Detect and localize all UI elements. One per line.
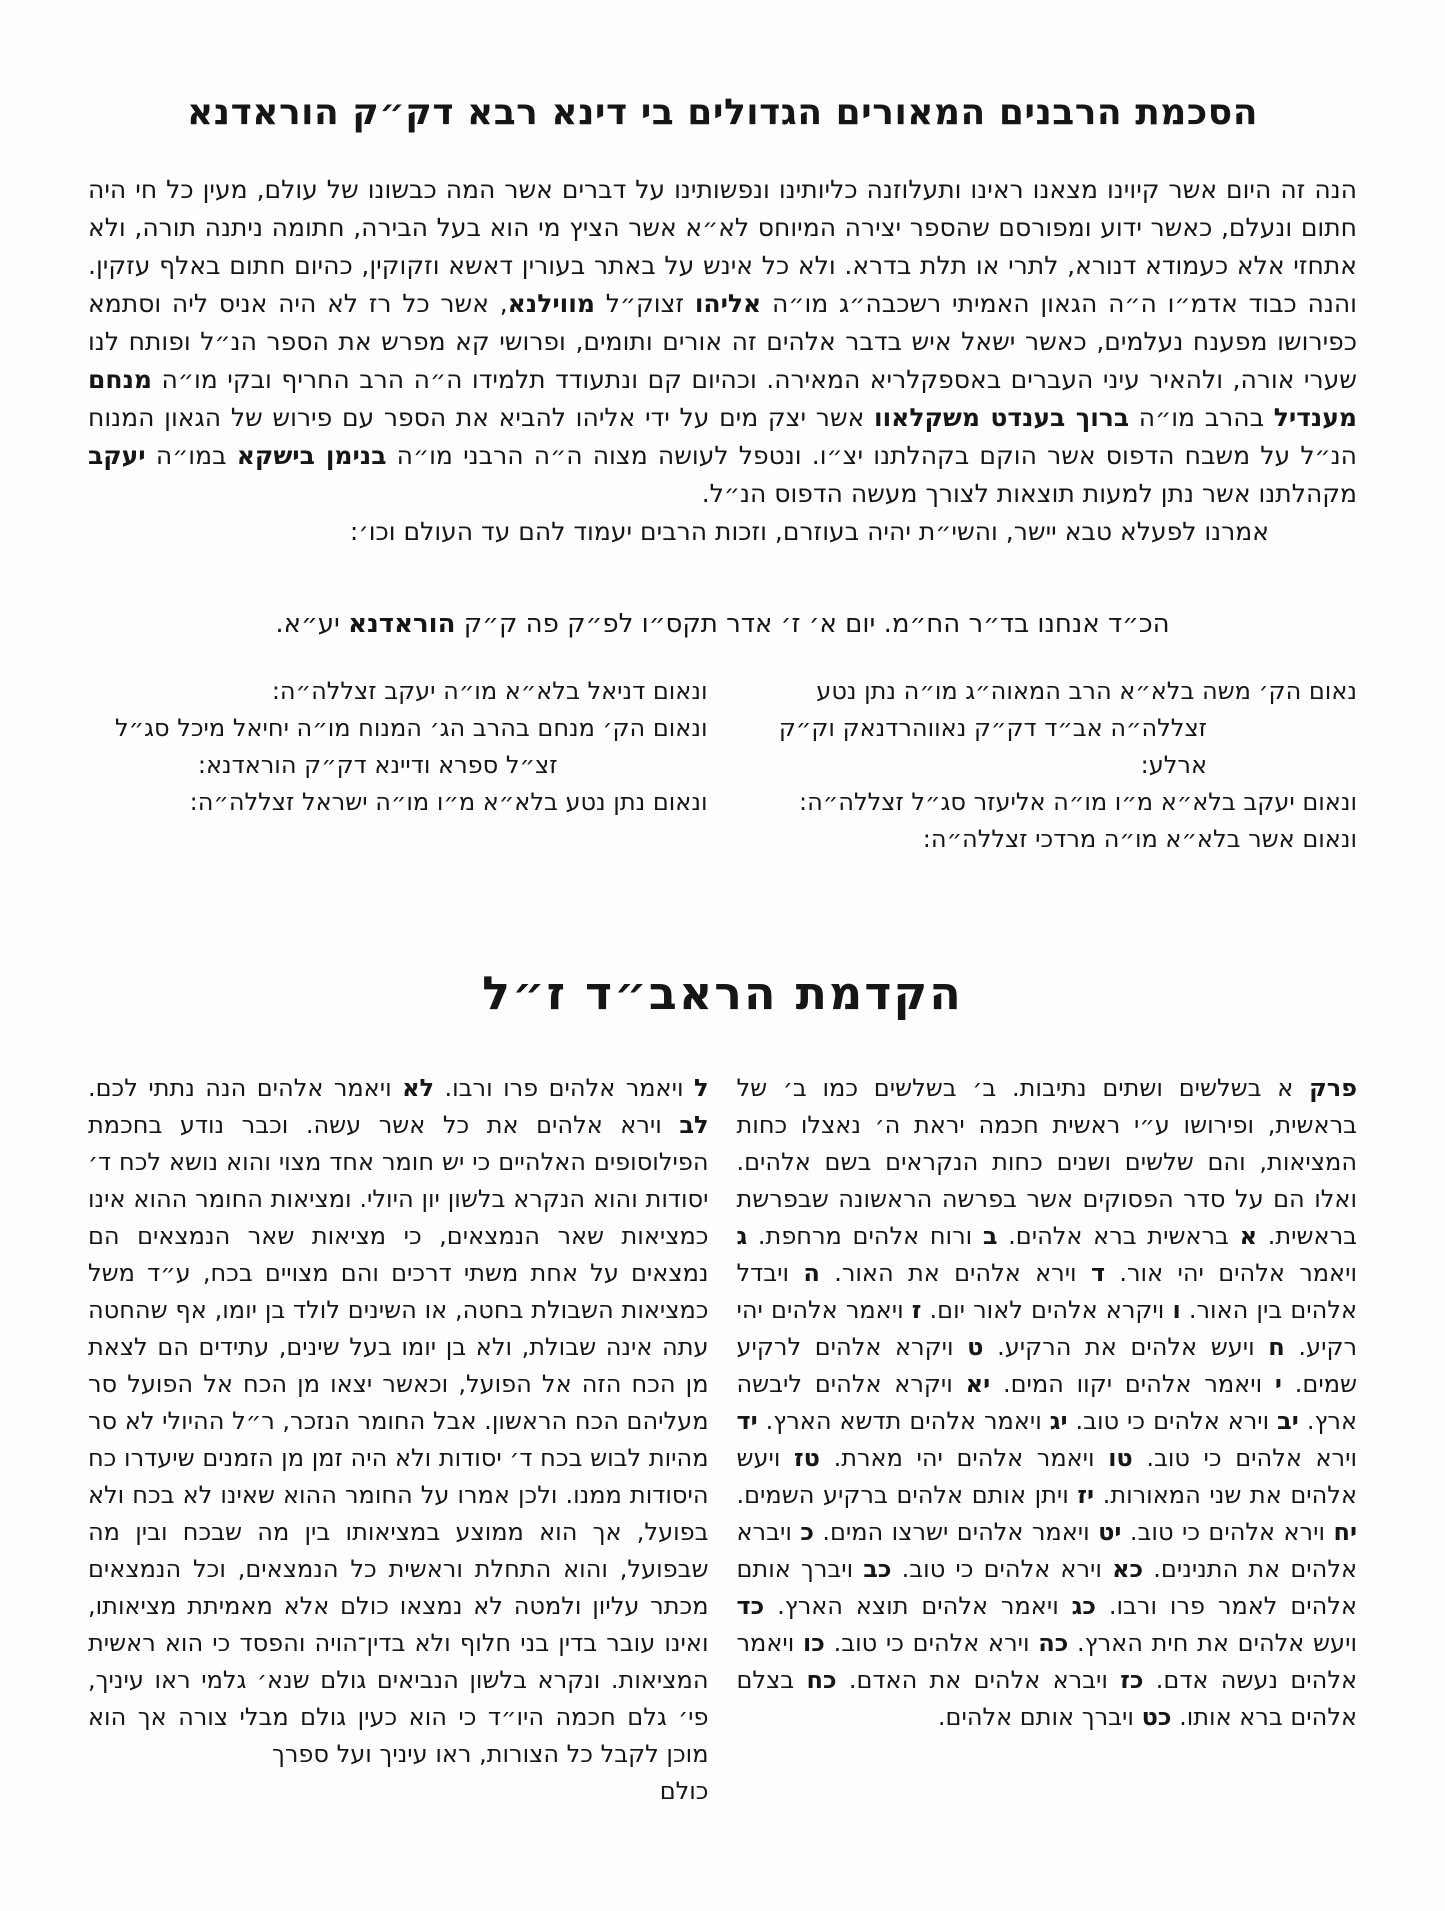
text-segment: אשר יצק מים על ידי אליהו להביא את הספר עם פירוש של הגאון המנוח הנ״ל על משבח הדפוס אשר הוקם בקהלתנו יצ״ו. ונטפל לעושה מצוה ה״ה הרבני מו״ה: [88, 403, 1357, 470]
text-segment: ויאמר אלהים נעשה אדם.: [736, 1629, 1358, 1694]
signature-column-left: [88, 673, 708, 858]
signature-line: ונאום נתן נטע בלא״א מ״ו מו״ה ישראל זצללה״ה:: [189, 788, 708, 816]
text-segment: ויעש אלהים את חית הארץ.: [1068, 1629, 1357, 1657]
text-segment: הוראדנא: [348, 609, 456, 639]
text-segment: ויברא אלהים את התנינים.: [736, 1518, 1357, 1583]
text-segment: י: [1274, 1370, 1282, 1398]
text-segment: טז: [794, 1444, 820, 1472]
text-segment: כט: [1141, 1703, 1172, 1731]
text-segment: בהרב מו״ה: [1129, 403, 1274, 432]
text-segment: ויאמר אלהים תדשא הארץ.: [757, 1407, 1050, 1435]
text-segment: יע״א.: [275, 609, 349, 639]
text-segment: ויאמר אלהים תוצא הארץ.: [764, 1592, 1072, 1620]
haskamah-body-paragraph: [88, 171, 1357, 513]
text-segment: כה: [1038, 1629, 1069, 1657]
text-segment: יא: [965, 1370, 991, 1398]
text-segment: ויקרא אלהים לאור יום.: [921, 1296, 1173, 1324]
text-segment: ז: [911, 1296, 922, 1324]
text-segment: ויאמר אלהים יקוו המים.: [990, 1370, 1275, 1398]
text-segment: הנה זה היום אשר קיוינו מצאנו ראינו ותעלוזנה כליותינו ונפשותינו על דברים אשר המה כבשונו של עולם, מעין כל חי היה חתום ונעלם, כאשר ידוע ומפורסם שהספר יצירה המיוחס לא״א אשר הציץ מי הוא בעל הבירה, חתומה ניתנה תורה, ולא אתחזי אלא כעמודא דנורא, לתרי או תלת בדרא. ולא כל אינש על באתר בעורין דאשא וזקוקין, כהיום חתום באלף עזקין. והנה כבוד אדמ״ו ה״ה הגאון האמיתי רשכבה״ג מו״ה: [88, 175, 1357, 318]
text-segment: במו״ה: [145, 441, 237, 470]
hakdamah-column-right: [737, 1070, 1358, 1810]
text-segment: וירא אלהים את כל אשר עשה. וכבר נודע בחכמת הפילוסופים האלהיים כי יש חומר אחד מצוי והוא נושא לכח ד׳ יסודות והוא הנקרא בלשון יון היולי. ומציאות החומר ההוא אינו כמציאות שאר הנמצאים, כי מציאות שאר הנמצאים הם נמצאים על אחת משתי דרכים והם מצויים בכח, ע״ד משל כמציאות השבולת בחטה, או השינים לולד בן יומו, אף שהחטה עתה אינה שבולת, ולא בן יומו בעל שינים, עתידים הם לצאת מן הכח הזה אל הפועל, וכאשר יצאו מן הכח אל הפועל סר מעליהם הכח הראשון. אבל החומר הנזכר, ר״ל ההיולי לא סר מהיות לבוש בכח ד׳ יסודות ולא היה זמן מן הזמנים שיעדרו כח היסודות ממנו. ולכן אמרו על החומר ההוא שאינו לא בכח ולא בפועל, אך הוא ממוצע במציאותו בין מה שבכח ובין מה שבפועל, והוא התחלת וראשית כל הנמצאים, וכל הנמצאים מכתר עליון ולמטה לא נמצאו כולם אלא מאמיתת מציאותו, ואינו עובר בדין בני חלוף ולא בדין־הויה והפסד כי הוא ראשית המציאות. ונקרא בלשון הנביאים גולם שנא׳ גלמי ראו עיניך, פי׳ גלם חכמה היו״ד כי הוא כעין גולם מבלי צורה אך הוא מוכן לקבל כל הצורות, ראו עיניך ועל ספרך: [88, 1111, 709, 1768]
hakdamah-column-left-text: [88, 1070, 709, 1773]
text-segment: ויאמר אלהים הנה נתתי לכם.: [88, 1074, 403, 1102]
text-segment: ח: [1268, 1333, 1285, 1361]
text-segment: א בשלשים ושתים נתיבות. ב׳ בשלשים כמו ב׳ של בראשית, ופירושו ע״י ראשית חכמה יראת ה׳ נאצלו כחות המציאות, והם שלשים ושנים כחות הנקראים בשם אלהים. ואלו הם על סדר הפסוקים אשר בפרשה הראשונה שבפרשת בראשית.: [736, 1074, 1357, 1250]
text-segment: ויאמר אלהים יהי מארת.: [819, 1444, 1109, 1472]
text-segment: ל: [693, 1074, 709, 1102]
hakdamah-section: [88, 966, 1357, 1810]
haskamah-title: הסכמת הרבנים המאורים הגדולים בי דינא רבא דק״ק הוראדנא: [187, 92, 1258, 133]
signatures-block: [88, 673, 1357, 858]
haskamah-section: [88, 92, 1357, 858]
text-segment: כו: [803, 1629, 825, 1657]
signature-line: נאום הק׳ משה בלא״א הרב המאוה״ג מו״ה נתן נטע: [816, 677, 1357, 705]
haskamah-closing-line: אמרנו לפעלא טבא יישר, והשי״ת יהיה בעוזרם, וזכות הרבים יעמוד להם עד העולם וכו׳:: [349, 517, 1269, 546]
text-segment: ורוח אלהים מרחפת.: [747, 1222, 983, 1250]
signature-line: ונאום יעקב בלא״א מ״ו מו״ה אליעזר סג״ל זצללה״ה:: [799, 788, 1357, 816]
text-segment: כג: [1071, 1592, 1096, 1620]
text-segment: ויעש אלהים את הרקיע.: [983, 1333, 1269, 1361]
text-segment: יד: [736, 1407, 758, 1435]
hakdamah-column-right-text: [737, 1070, 1358, 1736]
text-segment: מווילנא: [507, 289, 595, 318]
hakdamah-columns: [88, 1070, 1357, 1810]
text-segment: יח: [1333, 1518, 1358, 1546]
signature-column-right: [738, 673, 1358, 858]
text-segment: וירא אלהים את האור.: [819, 1259, 1091, 1287]
text-segment: אליהו: [694, 289, 762, 318]
text-segment: , אשר כל רז לא היה אניס ליה וסתמא כפירושו מפענח נעלמים, כאשר ישאל איש בדבר אלהים זה אורים ותומים, ופרושי קא מפרש את הספר הנ״ל ופותח לנו שערי אורה, ולהאיר עיני העברים באספקלריא המאירה. וכהיום קם ונתעודד תלמידו ה״ה הרב החריף ובקי מו״ה: [88, 289, 1357, 394]
text-segment: יב: [1277, 1407, 1299, 1435]
haskamah-date-line: [88, 605, 1357, 643]
text-segment: ויברך אותם אלהים לאמר פרו ורבו.: [736, 1555, 1357, 1620]
text-segment: ויאמר אלהים פרו ורבו.: [434, 1074, 694, 1102]
catchword: כולם: [659, 1777, 709, 1805]
text-segment: ויברא אלהים את האדם.: [836, 1666, 1121, 1694]
text-segment: כב: [863, 1555, 892, 1583]
text-segment: וירא אלהים כי טוב.: [824, 1629, 1039, 1657]
text-segment: בראשית ברא אלהים.: [997, 1222, 1240, 1250]
text-segment: ויתן אותם אלהים ברקיע השמים.: [736, 1481, 1078, 1509]
text-segment: ג: [736, 1222, 748, 1250]
text-segment: ויאמר אלהים יהי רקיע.: [736, 1296, 1358, 1361]
text-segment: ט: [967, 1333, 984, 1361]
signature-line: זצ״ל ספרא ודיינא דק״ק הוראדנא:: [197, 751, 558, 779]
hakdamah-column-left: [88, 1070, 709, 1810]
text-segment: מנחם מענדיל: [88, 365, 1358, 432]
text-segment: א: [1239, 1222, 1258, 1250]
text-segment: ויאמר אלהים ישרצו המים.: [813, 1518, 1099, 1546]
text-segment: בצלם אלהים ברא אותו.: [736, 1666, 1357, 1731]
text-segment: יג: [1049, 1407, 1068, 1435]
text-segment: בנימן בישקא: [236, 441, 387, 470]
text-segment: וירא אלהים כי טוב.: [1132, 1444, 1357, 1472]
text-segment: פרק: [1309, 1074, 1357, 1102]
text-segment: כא: [1112, 1555, 1144, 1583]
text-segment: ויבדל אלהים בין האור.: [736, 1259, 1357, 1324]
text-segment: זצוק״ל: [594, 289, 695, 318]
text-segment: טו: [1108, 1444, 1133, 1472]
text-segment: ויעש אלהים את שני המאורות.: [736, 1444, 1357, 1509]
signature-line: ונאום אשר בלא״א מו״ה מרדכי זצללה״ה:: [922, 825, 1357, 853]
text-segment: ו: [1172, 1296, 1181, 1324]
text-segment: ב: [982, 1222, 998, 1250]
text-segment: לא: [402, 1074, 435, 1102]
text-segment: ה: [803, 1259, 820, 1287]
text-segment: וירא אלהים כי טוב.: [1067, 1407, 1278, 1435]
text-segment: כד: [736, 1592, 765, 1620]
signature-line: ונאום הק׳ מנחם בהרב הג׳ המנוח מו״ה יחיאל מיכל סג״ל: [115, 714, 708, 742]
text-segment: וירא אלהים כי טוב.: [891, 1555, 1113, 1583]
text-segment: ברוך בענדט משקלאוו: [874, 403, 1130, 432]
text-segment: לב: [679, 1111, 709, 1139]
text-segment: יט: [1098, 1518, 1122, 1546]
signature-line: ונאום דניאל בלא״א מו״ה יעקב זצללה״ה:: [271, 677, 708, 705]
text-segment: ד: [1090, 1259, 1106, 1287]
text-segment: מקהלתנו אשר נתן למעות תוצאות לצורך מעשה הדפוס הנ״ל.: [701, 479, 1357, 508]
text-segment: כ: [800, 1518, 814, 1546]
text-segment: יז: [1077, 1481, 1095, 1509]
text-segment: כח: [806, 1666, 837, 1694]
text-segment: כז: [1120, 1666, 1144, 1694]
signature-line: זצללה״ה אב״ד דק״ק נאווהרדנאק וק״ק ארלע:: [778, 714, 1207, 779]
text-segment: ויקרא אלהים ליבשה ארץ.: [736, 1370, 1358, 1435]
text-segment: ויאמר אלהים יהי אור.: [1105, 1259, 1357, 1287]
text-segment: וירא אלהים כי טוב.: [1121, 1518, 1334, 1546]
hakdamah-title: הקדמת הראב״ד ז״ל: [482, 966, 963, 1020]
text-segment: ויברך אותם אלהים.: [937, 1703, 1142, 1731]
text-segment: ויקרא אלהים לרקיע שמים.: [736, 1333, 1357, 1398]
text-segment: יעקב: [88, 441, 146, 470]
text-segment: הכ״ד אנחנו בד״ר הח״מ. יום א׳ ז׳ אדר תקס״ו לפ״ק פה ק״ק: [455, 609, 1170, 639]
